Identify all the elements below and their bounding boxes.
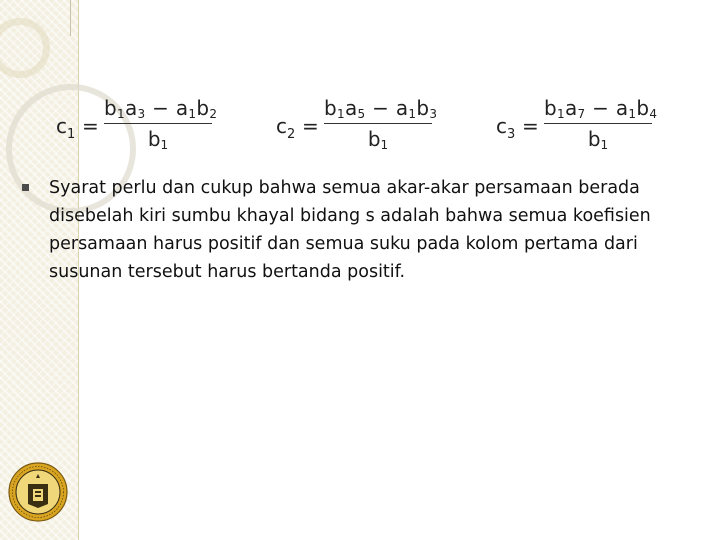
numerator: $b_1a_5 - a_1b_3$ <box>324 96 438 121</box>
numerator: $b_1a_3 - a_1b_2$ <box>104 96 218 121</box>
decorative-divider <box>70 0 71 36</box>
equals-sign: = <box>82 114 99 138</box>
fraction <box>544 96 658 152</box>
fraction-bar <box>324 123 432 124</box>
formula-lhs: $c_3$ <box>496 114 516 142</box>
denominator: $b_1$ <box>147 127 169 152</box>
numerator: $b_1a_7 - a_1b_4$ <box>544 96 658 121</box>
formula-lhs: $c_1$ <box>56 114 76 142</box>
fraction <box>324 96 438 152</box>
fraction-bar <box>544 123 652 124</box>
bullet-paragraph: Syarat perlu dan cukup bahwa semua akar-akar persamaan berada disebelah kiri sumbu khayal bidang s adalah bahwa semua koefisien persamaan harus positif dan semua suku pada kolom pertama dari susunan tersebut harus bertanda positif. <box>49 178 651 282</box>
university-seal-icon <box>8 462 68 522</box>
equals-sign: = <box>522 114 539 138</box>
formula-lhs: $c_2$ <box>276 114 296 142</box>
denominator: $b_1$ <box>367 127 389 152</box>
equals-sign: = <box>302 114 319 138</box>
fraction <box>104 96 218 152</box>
fraction-bar <box>104 123 212 124</box>
denominator: $b_1$ <box>587 127 609 152</box>
bullet-marker <box>22 184 29 191</box>
